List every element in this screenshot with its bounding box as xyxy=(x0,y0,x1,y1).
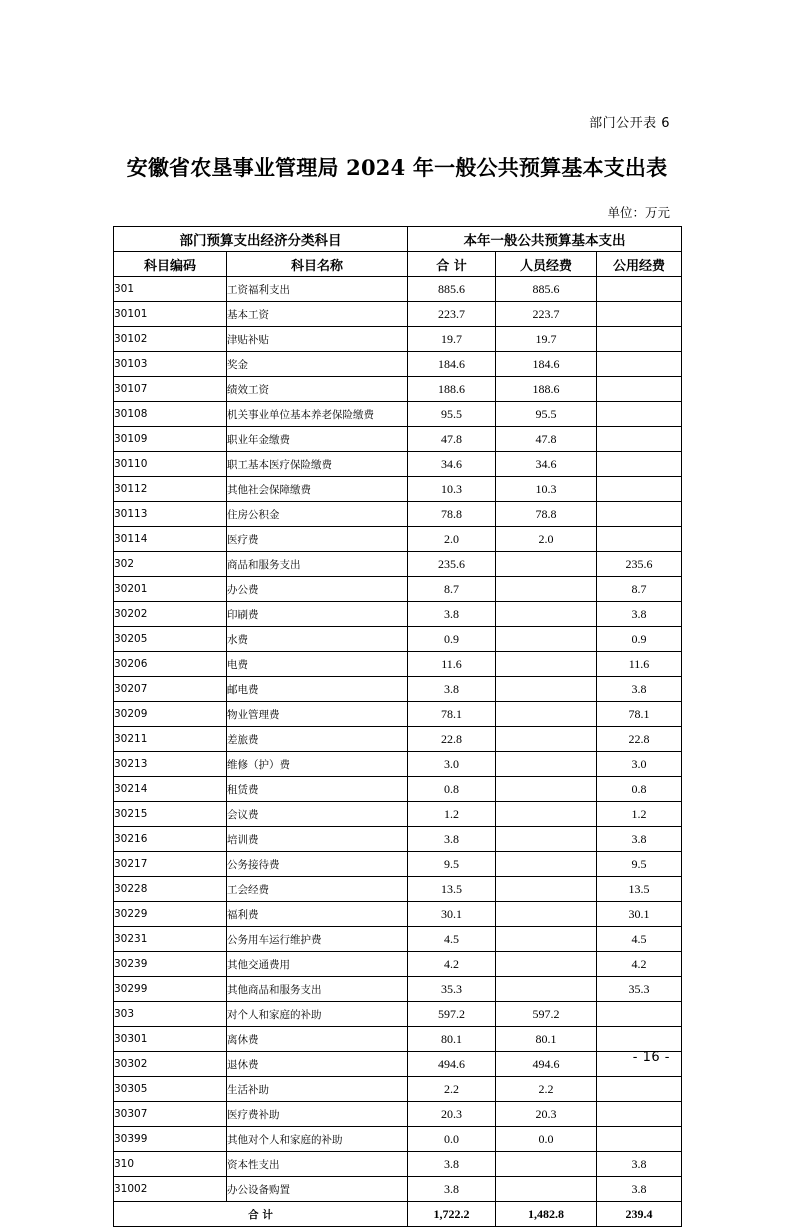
cell-code: 30201 xyxy=(114,577,227,602)
cell-code: 30229 xyxy=(114,902,227,927)
cell-name: 工资福利支出 xyxy=(227,277,408,302)
table-row xyxy=(114,1052,682,1077)
cell-total: 9.5 xyxy=(408,852,496,877)
cell-personnel xyxy=(496,702,597,727)
table-body xyxy=(114,277,682,1227)
cell-personnel xyxy=(496,577,597,602)
cell-name: 机关事业单位基本养老保险缴费 xyxy=(227,402,408,427)
cell-personnel xyxy=(496,627,597,652)
cell-code: 30202 xyxy=(114,602,227,627)
cell-name: 福利费 xyxy=(227,902,408,927)
cell-personnel: 78.8 xyxy=(496,502,597,527)
cell-name: 绩效工资 xyxy=(227,377,408,402)
cell-code: 30216 xyxy=(114,827,227,852)
cell-public: 3.8 xyxy=(597,602,682,627)
cell-code: 30102 xyxy=(114,327,227,352)
cell-name: 生活补助 xyxy=(227,1077,408,1102)
cell-code: 30215 xyxy=(114,802,227,827)
table-row xyxy=(114,702,682,727)
cell-public: 3.0 xyxy=(597,752,682,777)
cell-name: 对个人和家庭的补助 xyxy=(227,1002,408,1027)
cell-total: 13.5 xyxy=(408,877,496,902)
cell-name: 职工基本医疗保险缴费 xyxy=(227,452,408,477)
cell-code: 30299 xyxy=(114,977,227,1002)
cell-total: 885.6 xyxy=(408,277,496,302)
table-row xyxy=(114,677,682,702)
cell-public: 3.8 xyxy=(597,1152,682,1177)
cell-code: 30103 xyxy=(114,352,227,377)
cell-public: 9.5 xyxy=(597,852,682,877)
table-row xyxy=(114,302,682,327)
cell-public xyxy=(597,1127,682,1152)
table-row xyxy=(114,952,682,977)
cell-personnel xyxy=(496,977,597,1002)
cell-personnel xyxy=(496,727,597,752)
table-row xyxy=(114,927,682,952)
cell-total: 34.6 xyxy=(408,452,496,477)
unit-note: 单位：万元 xyxy=(607,205,670,220)
page-number: - 16 - xyxy=(632,1050,670,1065)
cell-public xyxy=(597,352,682,377)
cell-code: 30214 xyxy=(114,777,227,802)
cell-public xyxy=(597,502,682,527)
cell-name: 邮电费 xyxy=(227,677,408,702)
cell-total: 188.6 xyxy=(408,377,496,402)
cell-personnel: 494.6 xyxy=(496,1052,597,1077)
table-row xyxy=(114,1002,682,1027)
cell-personnel xyxy=(496,652,597,677)
cell-personnel: 885.6 xyxy=(496,277,597,302)
table-row xyxy=(114,502,682,527)
cell-code: 31002 xyxy=(114,1177,227,1202)
cell-code: 303 xyxy=(114,1002,227,1027)
cell-personnel: 188.6 xyxy=(496,377,597,402)
cell-name: 退休费 xyxy=(227,1052,408,1077)
cell-personnel: 597.2 xyxy=(496,1002,597,1027)
cell-code: 30207 xyxy=(114,677,227,702)
cell-public xyxy=(597,327,682,352)
cell-personnel: 20.3 xyxy=(496,1102,597,1127)
budget-table xyxy=(113,226,682,1227)
cell-total: 3.0 xyxy=(408,752,496,777)
cell-total: 494.6 xyxy=(408,1052,496,1077)
cell-personnel xyxy=(496,1152,597,1177)
table-row xyxy=(114,852,682,877)
cell-name: 培训费 xyxy=(227,827,408,852)
cell-total: 3.8 xyxy=(408,602,496,627)
cell-public: 11.6 xyxy=(597,652,682,677)
cell-public xyxy=(597,1002,682,1027)
table-row xyxy=(114,1027,682,1052)
cell-code: 30399 xyxy=(114,1127,227,1152)
cell-personnel: 34.6 xyxy=(496,452,597,477)
cell-total: 1.2 xyxy=(408,802,496,827)
cell-name: 维修（护）费 xyxy=(227,752,408,777)
cell-code: 30239 xyxy=(114,952,227,977)
cell-public: 13.5 xyxy=(597,877,682,902)
cell-name: 办公费 xyxy=(227,577,408,602)
table-row xyxy=(114,477,682,502)
total-value-public: 239.4 xyxy=(597,1202,682,1227)
cell-public: 35.3 xyxy=(597,977,682,1002)
cell-total: 184.6 xyxy=(408,352,496,377)
cell-public: 3.8 xyxy=(597,1177,682,1202)
cell-name: 离休费 xyxy=(227,1027,408,1052)
cell-public xyxy=(597,402,682,427)
column-header-public: 公用经费 xyxy=(597,252,682,277)
column-header-total: 合 计 xyxy=(408,252,496,277)
cell-total: 2.2 xyxy=(408,1077,496,1102)
cell-total: 30.1 xyxy=(408,902,496,927)
cell-code: 30112 xyxy=(114,477,227,502)
cell-name: 租赁费 xyxy=(227,777,408,802)
cell-total: 19.7 xyxy=(408,327,496,352)
cell-total: 2.0 xyxy=(408,527,496,552)
cell-name: 住房公积金 xyxy=(227,502,408,527)
cell-total: 35.3 xyxy=(408,977,496,1002)
group-header-right: 本年一般公共预算基本支出 xyxy=(408,227,682,252)
table-row xyxy=(114,552,682,577)
cell-total: 78.1 xyxy=(408,702,496,727)
cell-name: 电费 xyxy=(227,652,408,677)
table-row xyxy=(114,802,682,827)
cell-total: 235.6 xyxy=(408,552,496,577)
cell-personnel xyxy=(496,602,597,627)
cell-name: 其他交通费用 xyxy=(227,952,408,977)
cell-code: 30305 xyxy=(114,1077,227,1102)
table-total-row xyxy=(114,1202,682,1227)
cell-code: 30205 xyxy=(114,627,227,652)
total-value-total: 1,722.2 xyxy=(408,1202,496,1227)
cell-name: 工会经费 xyxy=(227,877,408,902)
cell-name: 津贴补贴 xyxy=(227,327,408,352)
cell-code: 30213 xyxy=(114,752,227,777)
table-row xyxy=(114,602,682,627)
total-label: 合 计 xyxy=(114,1202,408,1227)
cell-personnel xyxy=(496,1177,597,1202)
table-row xyxy=(114,1127,682,1152)
cell-personnel xyxy=(496,877,597,902)
cell-personnel: 10.3 xyxy=(496,477,597,502)
cell-code: 301 xyxy=(114,277,227,302)
column-header-personnel: 人员经费 xyxy=(496,252,597,277)
cell-code: 30217 xyxy=(114,852,227,877)
cell-total: 3.8 xyxy=(408,1177,496,1202)
cell-code: 30307 xyxy=(114,1102,227,1127)
cell-total: 0.8 xyxy=(408,777,496,802)
cell-public: 78.1 xyxy=(597,702,682,727)
cell-personnel xyxy=(496,552,597,577)
cell-code: 310 xyxy=(114,1152,227,1177)
cell-name: 医疗费补助 xyxy=(227,1102,408,1127)
cell-public xyxy=(597,527,682,552)
cell-public xyxy=(597,302,682,327)
cell-personnel: 223.7 xyxy=(496,302,597,327)
table-row xyxy=(114,452,682,477)
cell-public: 235.6 xyxy=(597,552,682,577)
cell-personnel xyxy=(496,802,597,827)
table-row xyxy=(114,527,682,552)
cell-code: 30109 xyxy=(114,427,227,452)
cell-public: 30.1 xyxy=(597,902,682,927)
group-header-left: 部门预算支出经济分类科目 xyxy=(114,227,408,252)
cell-code: 302 xyxy=(114,552,227,577)
cell-name: 奖金 xyxy=(227,352,408,377)
cell-name: 印刷费 xyxy=(227,602,408,627)
cell-total: 4.2 xyxy=(408,952,496,977)
cell-name: 医疗费 xyxy=(227,527,408,552)
cell-name: 会议费 xyxy=(227,802,408,827)
cell-public: 4.2 xyxy=(597,952,682,977)
cell-total: 223.7 xyxy=(408,302,496,327)
cell-public xyxy=(597,277,682,302)
column-header-code: 科目编码 xyxy=(114,252,227,277)
cell-personnel xyxy=(496,927,597,952)
cell-name: 其他商品和服务支出 xyxy=(227,977,408,1002)
cell-name: 资本性支出 xyxy=(227,1152,408,1177)
cell-public xyxy=(597,477,682,502)
cell-total: 0.9 xyxy=(408,627,496,652)
table-row xyxy=(114,752,682,777)
table-row xyxy=(114,577,682,602)
cell-name: 其他社会保障缴费 xyxy=(227,477,408,502)
cell-public xyxy=(597,427,682,452)
cell-total: 3.8 xyxy=(408,827,496,852)
cell-public: 0.8 xyxy=(597,777,682,802)
table-row xyxy=(114,827,682,852)
total-value-personnel: 1,482.8 xyxy=(496,1202,597,1227)
cell-total: 80.1 xyxy=(408,1027,496,1052)
cell-code: 30211 xyxy=(114,727,227,752)
form-label: 部门公开表 6 xyxy=(589,116,670,131)
cell-total: 0.0 xyxy=(408,1127,496,1152)
page-title: 安徽省农垦事业管理局 2024 年一般公共预算基本支出表 xyxy=(126,155,668,180)
table-row xyxy=(114,352,682,377)
table-row xyxy=(114,1177,682,1202)
cell-total: 4.5 xyxy=(408,927,496,952)
cell-code: 30113 xyxy=(114,502,227,527)
cell-total: 11.6 xyxy=(408,652,496,677)
table-group-header-row xyxy=(114,227,682,252)
cell-public: 0.9 xyxy=(597,627,682,652)
cell-name: 物业管理费 xyxy=(227,702,408,727)
cell-personnel xyxy=(496,902,597,927)
cell-total: 3.8 xyxy=(408,677,496,702)
table-row xyxy=(114,727,682,752)
cell-name: 其他对个人和家庭的补助 xyxy=(227,1127,408,1152)
cell-code: 30206 xyxy=(114,652,227,677)
cell-total: 10.3 xyxy=(408,477,496,502)
cell-public: 3.8 xyxy=(597,827,682,852)
cell-personnel: 0.0 xyxy=(496,1127,597,1152)
cell-total: 78.8 xyxy=(408,502,496,527)
cell-public xyxy=(597,1077,682,1102)
cell-public xyxy=(597,452,682,477)
table-row xyxy=(114,1152,682,1177)
column-header-name: 科目名称 xyxy=(227,252,408,277)
cell-code: 30302 xyxy=(114,1052,227,1077)
cell-personnel: 2.2 xyxy=(496,1077,597,1102)
table-row xyxy=(114,427,682,452)
table-row xyxy=(114,902,682,927)
cell-total: 3.8 xyxy=(408,1152,496,1177)
cell-code: 30101 xyxy=(114,302,227,327)
cell-personnel: 184.6 xyxy=(496,352,597,377)
cell-code: 30209 xyxy=(114,702,227,727)
cell-personnel: 95.5 xyxy=(496,402,597,427)
cell-code: 30228 xyxy=(114,877,227,902)
cell-name: 公务接待费 xyxy=(227,852,408,877)
cell-name: 水费 xyxy=(227,627,408,652)
table-column-header-row xyxy=(114,252,682,277)
cell-personnel xyxy=(496,852,597,877)
cell-code: 30301 xyxy=(114,1027,227,1052)
cell-code: 30108 xyxy=(114,402,227,427)
cell-total: 95.5 xyxy=(408,402,496,427)
cell-name: 商品和服务支出 xyxy=(227,552,408,577)
cell-personnel xyxy=(496,827,597,852)
cell-personnel: 19.7 xyxy=(496,327,597,352)
cell-personnel xyxy=(496,952,597,977)
cell-public xyxy=(597,1027,682,1052)
cell-name: 差旅费 xyxy=(227,727,408,752)
cell-public xyxy=(597,377,682,402)
table-row xyxy=(114,402,682,427)
cell-personnel xyxy=(496,752,597,777)
cell-personnel: 80.1 xyxy=(496,1027,597,1052)
table-row xyxy=(114,377,682,402)
table-row xyxy=(114,327,682,352)
cell-total: 22.8 xyxy=(408,727,496,752)
table-row xyxy=(114,977,682,1002)
cell-code: 30110 xyxy=(114,452,227,477)
cell-public: 8.7 xyxy=(597,577,682,602)
table-row xyxy=(114,1077,682,1102)
cell-total: 597.2 xyxy=(408,1002,496,1027)
cell-personnel: 2.0 xyxy=(496,527,597,552)
cell-name: 职业年金缴费 xyxy=(227,427,408,452)
cell-code: 30107 xyxy=(114,377,227,402)
cell-name: 基本工资 xyxy=(227,302,408,327)
table-row xyxy=(114,627,682,652)
cell-name: 办公设备购置 xyxy=(227,1177,408,1202)
cell-name: 公务用车运行维护费 xyxy=(227,927,408,952)
table-row xyxy=(114,877,682,902)
cell-code: 30231 xyxy=(114,927,227,952)
cell-personnel xyxy=(496,777,597,802)
cell-personnel: 47.8 xyxy=(496,427,597,452)
cell-code: 30114 xyxy=(114,527,227,552)
table-row xyxy=(114,277,682,302)
table-row xyxy=(114,652,682,677)
cell-personnel xyxy=(496,677,597,702)
cell-public: 22.8 xyxy=(597,727,682,752)
cell-total: 47.8 xyxy=(408,427,496,452)
table-row xyxy=(114,777,682,802)
cell-public: 3.8 xyxy=(597,677,682,702)
cell-public: 4.5 xyxy=(597,927,682,952)
cell-total: 20.3 xyxy=(408,1102,496,1127)
cell-total: 8.7 xyxy=(408,577,496,602)
cell-public: 1.2 xyxy=(597,802,682,827)
